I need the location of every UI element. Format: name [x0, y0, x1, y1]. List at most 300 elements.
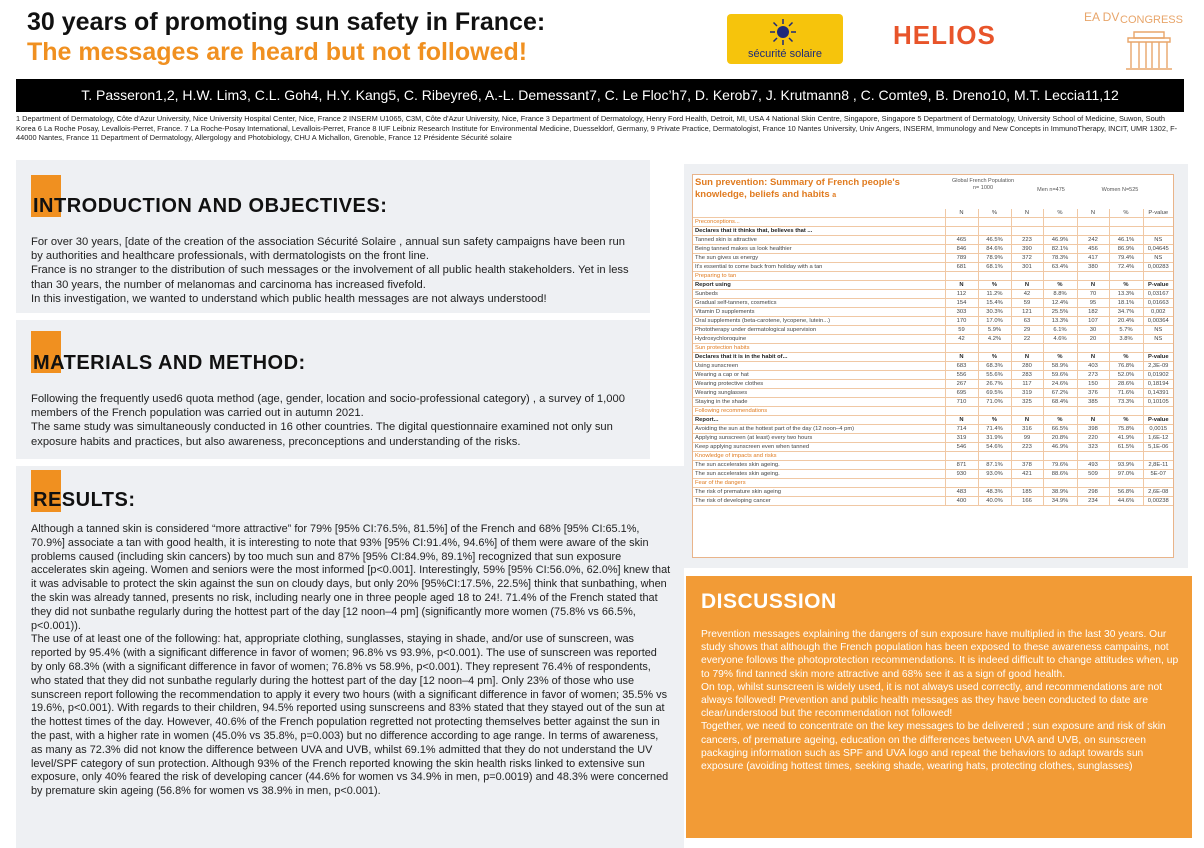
table-cell: [1109, 218, 1143, 227]
table-cell: 0,01902: [1143, 371, 1173, 380]
eadv-congress-logo: [1080, 10, 1183, 70]
table-cell: 58.9%: [1043, 362, 1077, 371]
table-cell: 546: [945, 443, 978, 452]
table-cell: 68.4%: [1043, 398, 1077, 407]
table-cell: 930: [945, 470, 978, 479]
methods-paragraph: Following the frequently used6 quota method (age, gender, location and socio-professional category) , a survey of 1,000 members of the French population was carried out in autumn 2021.: [31, 393, 625, 420]
table-cell: 46.5%: [978, 236, 1011, 245]
table-cell: [1011, 479, 1043, 488]
table-cell: [1143, 218, 1173, 227]
table-cell: 24.6%: [1043, 380, 1077, 389]
table-cell: 46.9%: [1043, 236, 1077, 245]
table-cell: [945, 227, 978, 236]
table-group-header: Men n=475: [1037, 187, 1065, 193]
table-cell: 2,3E-09: [1143, 362, 1173, 371]
table-cell: 4.6%: [1043, 335, 1077, 344]
table-cell: 6.1%: [1043, 326, 1077, 335]
table-cell: 182: [1077, 308, 1109, 317]
table-cell: 417: [1077, 254, 1109, 263]
table-cell: 84.6%: [978, 245, 1011, 254]
table-row: [693, 317, 1173, 326]
table-cell: 93.0%: [978, 470, 1011, 479]
table-cell: [978, 218, 1011, 227]
table-cell: 87.1%: [978, 461, 1011, 470]
table-cell: 2,8E-11: [1143, 461, 1173, 470]
table-cell: 66.5%: [1043, 425, 1077, 434]
table-cell: 166: [1011, 497, 1043, 506]
table-row-label: Sun protection habits: [693, 344, 945, 353]
table-row: [693, 362, 1173, 371]
table-row-label: Declares that it thinks that, believes that ...: [693, 227, 945, 236]
results-heading: RESULTS:: [33, 489, 136, 511]
table-row-label: Following recommendations: [693, 407, 945, 416]
table-cell: [945, 218, 978, 227]
table-cell: 316: [1011, 425, 1043, 434]
table-cell: 871: [945, 461, 978, 470]
table-cell: 55.6%: [978, 371, 1011, 380]
table-cell: 97.0%: [1109, 470, 1143, 479]
table-cell: NS: [1143, 236, 1173, 245]
table-header-row: [693, 209, 1173, 218]
table-cell: 121: [1011, 308, 1043, 317]
table-section-row: [693, 344, 1173, 353]
table-cell: 22: [1011, 335, 1043, 344]
table-row: [693, 254, 1173, 263]
table-cell: 5E-07: [1143, 470, 1173, 479]
table-cell: 372: [1011, 254, 1043, 263]
table-row: [693, 308, 1173, 317]
table-cell: 88.6%: [1043, 470, 1077, 479]
table-cell: N: [945, 281, 978, 290]
table-cell: 59.6%: [1043, 371, 1077, 380]
table-cell: 273: [1077, 371, 1109, 380]
table-cell: N: [1077, 416, 1109, 425]
table-cell: 223: [1011, 236, 1043, 245]
table-cell: 267: [945, 380, 978, 389]
table-cell: 319: [1011, 389, 1043, 398]
table-cell: 0,01663: [1143, 299, 1173, 308]
table-cell: 298: [1077, 488, 1109, 497]
table-cell: [1109, 452, 1143, 461]
table-row-label: Report using: [693, 281, 945, 290]
table-row: [693, 335, 1173, 344]
table-cell: [978, 272, 1011, 281]
table-cell: [978, 452, 1011, 461]
table-cell: 13.3%: [1043, 317, 1077, 326]
table-cell: 695: [945, 389, 978, 398]
table-cell: 42: [945, 335, 978, 344]
securite-solaire-label: sécurité solaire: [748, 48, 822, 60]
table-row: [693, 443, 1173, 452]
table-cell: 0,03167: [1143, 290, 1173, 299]
table-cell: 68.1%: [978, 263, 1011, 272]
table-cell: 18.1%: [1109, 299, 1143, 308]
table-cell: [1011, 344, 1043, 353]
table-cell: 52.0%: [1109, 371, 1143, 380]
table-cell: [1043, 452, 1077, 461]
table-cell: 71.6%: [1109, 389, 1143, 398]
table-cell: [1143, 227, 1173, 236]
table-cell: 75.8%: [1109, 425, 1143, 434]
table-col-header: N: [1011, 209, 1043, 218]
table-cell: 714: [945, 425, 978, 434]
table-row: [693, 263, 1173, 272]
table-col-header: %: [978, 209, 1011, 218]
table-cell: [1011, 452, 1043, 461]
table-section-row: [693, 218, 1173, 227]
intro-paragraph: France is no stranger to the distribution of such messages or the involvement of all public health stakeholders. Yet in less than 30 years, the number of melanomas and carcinoma has increased fivefold.: [31, 264, 629, 291]
discussion-paragraph: Prevention messages explaining the dangers of sun exposure have multiplied in the last 30 years. Our study shows that although the French population has been exposed to these awareness campains, not everyone follows the photoprotection recommendations. It is indeed difficult to change attitudes when, up to 79% find tanned skin more attractive and 68% see it as a sign of good health.: [701, 629, 1179, 680]
table-row: [693, 245, 1173, 254]
discussion-paragraph: Together, we need to concentrate on the key messages to be delivered ; sun exposure and risk of skin cancers, of premature ageing, education on the differences between UVA and UVB, on sunscreen packaging information such as SPF and UVA logo and repeat the behaviors to adapt towards sun exposure (avoiding hottest times, seeking shade, wearing hats, protecting clothes, sunglasses): [701, 721, 1166, 773]
table-row-label: Preconceptions...: [693, 218, 945, 227]
table-cell: 61.5%: [1109, 443, 1143, 452]
poster-title: 30 years of promoting sun safety in France:: [27, 8, 546, 36]
table-row: [693, 398, 1173, 407]
table-cell: 95: [1077, 299, 1109, 308]
table-cell: N: [1011, 353, 1043, 362]
table-row: [693, 416, 1173, 425]
table-row-label: Keep applying sunscreen even when tanned: [693, 443, 945, 452]
discussion-text: [701, 628, 1181, 773]
table-cell: 789: [945, 254, 978, 263]
eadv-letters: EA DV: [1084, 10, 1120, 24]
table-cell: NS: [1143, 254, 1173, 263]
table-header-blank: [693, 209, 945, 218]
table-cell: [1143, 452, 1173, 461]
table-cell: 150: [1077, 380, 1109, 389]
table-cell: [945, 272, 978, 281]
discussion-heading: DISCUSSION: [701, 590, 837, 613]
table-cell: 31.9%: [978, 434, 1011, 443]
table-cell: %: [1109, 353, 1143, 362]
table-col-header: P-value: [1143, 209, 1173, 218]
eadv-congress-label: CONGRESS: [1120, 14, 1183, 26]
table-cell: 86.9%: [1109, 245, 1143, 254]
table-cell: 63.4%: [1043, 263, 1077, 272]
table-cell: 79.4%: [1109, 254, 1143, 263]
table-cell: P-value: [1143, 416, 1173, 425]
table-cell: [1077, 272, 1109, 281]
table-cell: [1011, 407, 1043, 416]
table-row-label: Declares that it is in the habit of...: [693, 353, 945, 362]
table-cell: %: [1043, 416, 1077, 425]
table-cell: 70: [1077, 290, 1109, 299]
table-row: [693, 461, 1173, 470]
table-cell: %: [1109, 416, 1143, 425]
table-cell: [1043, 479, 1077, 488]
poster-subtitle: The messages are heard but not followed!: [27, 38, 528, 66]
table-cell: 12.4%: [1043, 299, 1077, 308]
table-cell: 71.0%: [978, 398, 1011, 407]
table-cell: 303: [945, 308, 978, 317]
table-cell: 0,00283: [1143, 263, 1173, 272]
table-row: [693, 371, 1173, 380]
table-cell: 421: [1011, 470, 1043, 479]
table-cell: 5,1E-06: [1143, 443, 1173, 452]
table-row-label: Vitamin D supplements: [693, 308, 945, 317]
methods-heading: MATERIALS AND METHOD:: [33, 352, 306, 374]
table-cell: [1043, 344, 1077, 353]
results-paragraph: Although a tanned skin is considered “more attractive” for 79% [95% CI:76.5%, 81.5%] of the French and 68% [95% CI:65.1%, 70.9%] associate a tan with good health, it is interesting to note that 93% [95% CI:91.4%, 94.6%] of them were aware of the skin problems caused (including skin cancers) by too much sun and 87% [95% CI:84.9%, 89.1%] recognized that sun exposure accelerates skin ageing. Women and seniors were the most informed [p<0.001]. Interestingly, 59% [95% CI:56.0%, 62.0%] knew that it was advisable to protect the skin against the sun on cloudy days, but only 20% [95%CI:17.5%, 22.5%] think that sunbathing, when the skin was already tanned, presents no risk, including nearly one in three people aged 18 to 24!. 71.4% of the French stated that they did not sunbathe regularly during the hottest part of the day [12 noon–4 pm] (significantly more women (75.8% vs 66.5%, p<0.001)).: [31, 523, 671, 632]
table-col-header: N: [945, 209, 978, 218]
table-cell: 30: [1077, 326, 1109, 335]
table-cell: N: [1077, 281, 1109, 290]
table-cell: 59: [945, 326, 978, 335]
table-cell: [1109, 344, 1143, 353]
intro-paragraph: For over 30 years, [date of the creation of the association Sécurité Solaire , annual sun safety campaigns have been run by authorities and healthcare professionals, with dermatologists on the front line.: [31, 236, 625, 263]
table-cell: N: [1011, 416, 1043, 425]
table-cell: 325: [1011, 398, 1043, 407]
table-row-label: Oral supplements (beta-carotene, lycopene, lutein...): [693, 317, 945, 326]
table-row: [693, 281, 1173, 290]
table-cell: 107: [1077, 317, 1109, 326]
table-cell: 280: [1011, 362, 1043, 371]
table-cell: 319: [945, 434, 978, 443]
table-cell: 59: [1011, 299, 1043, 308]
table-cell: [1143, 344, 1173, 353]
table-row-label: Gradual self-tanners, cosmetics: [693, 299, 945, 308]
table-cell: %: [978, 281, 1011, 290]
table-cell: N: [945, 416, 978, 425]
table-cell: 378: [1011, 461, 1043, 470]
table-row-label: Knowledge of impacts and risks: [693, 452, 945, 461]
table-cell: 79.6%: [1043, 461, 1077, 470]
table-row-label: Fear of the dangers: [693, 479, 945, 488]
table-cell: [978, 344, 1011, 353]
table-cell: 465: [945, 236, 978, 245]
table-cell: P-value: [1143, 353, 1173, 362]
table-row: [693, 425, 1173, 434]
table-title-text: Sun prevention: Summary of French people's knowledge, beliefs and habits: [695, 177, 900, 200]
table-title-mark: a: [832, 192, 837, 199]
methods-text: [31, 392, 637, 449]
table-col-header: N: [1077, 209, 1109, 218]
table-cell: P-value: [1143, 281, 1173, 290]
table-cell: 13.3%: [1109, 290, 1143, 299]
table-row: [693, 470, 1173, 479]
table-row-label: The sun accelerates skin ageing.: [693, 461, 945, 470]
table-row: [693, 353, 1173, 362]
table-row-label: Report...: [693, 416, 945, 425]
table-col-header: %: [1043, 209, 1077, 218]
table-cell: 38.9%: [1043, 488, 1077, 497]
table-cell: 385: [1077, 398, 1109, 407]
table-cell: NS: [1143, 326, 1173, 335]
table-cell: [1143, 479, 1173, 488]
discussion-panel: [686, 576, 1192, 838]
table-cell: 69.5%: [978, 389, 1011, 398]
table-cell: 48.3%: [978, 488, 1011, 497]
table-cell: [1043, 272, 1077, 281]
table-row-label: Wearing protective clothes: [693, 380, 945, 389]
table-cell: 0,04645: [1143, 245, 1173, 254]
table-cell: N: [1077, 353, 1109, 362]
table-cell: [945, 407, 978, 416]
table-cell: [978, 227, 1011, 236]
table-cell: 46.9%: [1043, 443, 1077, 452]
table-cell: 20: [1077, 335, 1109, 344]
table-row: [693, 326, 1173, 335]
table-cell: [1077, 407, 1109, 416]
table-cell: 42: [1011, 290, 1043, 299]
table-row-label: The sun accelerates skin ageing.: [693, 470, 945, 479]
table-row: [693, 434, 1173, 443]
table-row-label: Preparing to tan: [693, 272, 945, 281]
table-cell: 0,0015: [1143, 425, 1173, 434]
table-cell: 0,10105: [1143, 398, 1173, 407]
table-row: [693, 488, 1173, 497]
methods-paragraph: The same study was simultaneously conducted in 16 other countries. The digital questionnaire examined not only sun exposure habits and practices, but also awareness, preconceptions and understanding of the risks.: [31, 421, 613, 448]
table-cell: [1077, 344, 1109, 353]
table-cell: NS: [1143, 335, 1173, 344]
table-cell: %: [1043, 353, 1077, 362]
table-cell: 112: [945, 290, 978, 299]
table-cell: 29: [1011, 326, 1043, 335]
table-cell: 76.8%: [1109, 362, 1143, 371]
table-row: [693, 227, 1173, 236]
table-cell: [945, 479, 978, 488]
table-cell: 117: [1011, 380, 1043, 389]
table-cell: 2,6E-08: [1143, 488, 1173, 497]
table-row-label: The risk of premature skin ageing: [693, 488, 945, 497]
table-row-label: Using sunscreen: [693, 362, 945, 371]
brandenburg-gate-icon: [1124, 28, 1174, 72]
table-row-label: Applying sunscreen (at least) every two hours: [693, 434, 945, 443]
table-cell: 20.8%: [1043, 434, 1077, 443]
table-cell: 99: [1011, 434, 1043, 443]
table-row-label: Avoiding the sun at the hottest part of the day (12 noon–4 pm): [693, 425, 945, 434]
intro-paragraph: In this investigation, we wanted to understand which public health messages are not always understood!: [31, 292, 547, 305]
table-cell: 63: [1011, 317, 1043, 326]
table-col-header: %: [1109, 209, 1143, 218]
author-list: T. Passeron1,2, H.W. Lim3, C.L. Goh4, H.Y. Kang5, C. Ribeyre6, A.-L. Demessant7, C. Le Floc’h7, D. Kerob7, J. Krutmann8 , C. Comte9, B. Dreno10, M.T. Leccia11,12: [16, 79, 1184, 112]
table-cell: 1,6E-12: [1143, 434, 1173, 443]
table-cell: 0,00238: [1143, 497, 1173, 506]
table-row-label: Sunbeds: [693, 290, 945, 299]
table-cell: [1011, 272, 1043, 281]
table-row-label: Being tanned makes us look healthier: [693, 245, 945, 254]
table-cell: 323: [1077, 443, 1109, 452]
table-cell: 483: [945, 488, 978, 497]
table-cell: 710: [945, 398, 978, 407]
table-cell: 456: [1077, 245, 1109, 254]
discussion-paragraph: On top, whilst sunscreen is widely used, it is not always used correctly, and recommendations are not always followed! Prevention and public health messages as they have been conducted to date are clear/understood but the recommendation not followed!: [701, 681, 1163, 720]
table-title: [695, 177, 947, 202]
table-row-label: It's essential to come back from holiday with a tan: [693, 263, 945, 272]
table-cell: [1109, 272, 1143, 281]
table-cell: [1011, 218, 1043, 227]
table-cell: 41.9%: [1109, 434, 1143, 443]
table-cell: 78.3%: [1043, 254, 1077, 263]
table-row: [693, 299, 1173, 308]
table-cell: 40.0%: [978, 497, 1011, 506]
table-cell: [978, 407, 1011, 416]
table-cell: 223: [1011, 443, 1043, 452]
results-paragraph: The use of at least one of the following: hat, appropriate clothing, sunglasses, staying in shade, and/or use of sunscreen, was reported by 95.4% (with a significant difference in favor of women; 96.8% vs 93.9%, p<0.001). The use of sunscreen was reported by only 68.3% (with a significant difference in favor of women; 76.8% vs 58.9%, p<0.001). They represent 76.4% of respondents, who stated that they did not sunbathe regularly during the hottest part of the day [12 noon–4 pm]. Only 23% of those who use sunscreen report following the recommendation to apply it every two hours (with a significant difference in favor of women; 35.5% vs 19.6%, p<0.001). With regards to their children, 94.5% reported using sunscreens and 83% stated that they stayed out of the sun at the hottest times of the day. However, 40.6% of the French population regretted not protecting themselves better against the sun in the past, with a higher rate in women (45.0% vs 35.8%, p=0.003) but no difference according to age range. In terms of awareness, as many as 72.3% did not know the difference between UVA and UVB, whilst 69.1% admitted that they do not understand the UV level/SPF category of sun protection. Although 93% of the French reported knowing the skin health risks linked to extensive sun exposure, only 40% feared the risk of developing cancer (44.6% for women vs 34.9% in men, p=0.0019) and 48.3% were concerned by premature skin ageing (56.8% for women vs 38.9% in men, p<0.001).: [31, 633, 669, 798]
table-section-row: [693, 407, 1173, 416]
table-row-label: Hydroxychloroquine: [693, 335, 945, 344]
table-cell: 846: [945, 245, 978, 254]
table-cell: 0,14391: [1143, 389, 1173, 398]
table-cell: 556: [945, 371, 978, 380]
table-cell: [1077, 227, 1109, 236]
intro-heading: INTRODUCTION AND OBJECTIVES:: [33, 195, 388, 217]
table-section-row: [693, 479, 1173, 488]
table-cell: 283: [1011, 371, 1043, 380]
table-cell: 28.6%: [1109, 380, 1143, 389]
table-cell: 25.5%: [1043, 308, 1077, 317]
table-cell: %: [978, 416, 1011, 425]
table-cell: 4.2%: [978, 335, 1011, 344]
results-text: [31, 523, 671, 799]
table-cell: N: [945, 353, 978, 362]
table-cell: 403: [1077, 362, 1109, 371]
table-cell: 5.9%: [978, 326, 1011, 335]
table-cell: [1077, 452, 1109, 461]
table-cell: 493: [1077, 461, 1109, 470]
table-cell: [945, 452, 978, 461]
table-cell: 17.0%: [978, 317, 1011, 326]
table-cell: %: [978, 353, 1011, 362]
securite-solaire-logo: [727, 14, 843, 64]
table-cell: 68.3%: [978, 362, 1011, 371]
table-cell: N: [1011, 281, 1043, 290]
table-cell: [1011, 227, 1043, 236]
table-cell: [1143, 407, 1173, 416]
table-cell: [945, 344, 978, 353]
table-cell: 398: [1077, 425, 1109, 434]
table-cell: 234: [1077, 497, 1109, 506]
table-cell: 8.8%: [1043, 290, 1077, 299]
table-row: [693, 497, 1173, 506]
table-cell: [978, 479, 1011, 488]
table-cell: 54.6%: [978, 443, 1011, 452]
table-cell: 154: [945, 299, 978, 308]
table-group-header: Women N=525: [1101, 187, 1139, 193]
table-section-row: [693, 452, 1173, 461]
table-cell: [1043, 407, 1077, 416]
table-cell: [1043, 227, 1077, 236]
table-cell: 15.4%: [978, 299, 1011, 308]
table-cell: 78.9%: [978, 254, 1011, 263]
table-cell: 390: [1011, 245, 1043, 254]
table-cell: 46.1%: [1109, 236, 1143, 245]
results-table: [693, 209, 1173, 506]
table-row-label: Tanned skin is attractive: [693, 236, 945, 245]
helios-logo: [893, 20, 996, 51]
table-cell: 93.9%: [1109, 461, 1143, 470]
table-cell: 3.8%: [1109, 335, 1143, 344]
table-cell: 11.2%: [978, 290, 1011, 299]
table-cell: [1109, 479, 1143, 488]
table-row: [693, 389, 1173, 398]
table-row-label: Wearing sunglasses: [693, 389, 945, 398]
table-cell: [1143, 272, 1173, 281]
table-cell: [1109, 407, 1143, 416]
table-cell: 5.7%: [1109, 326, 1143, 335]
table-row: [693, 380, 1173, 389]
table-group-header: Global French Population n= 1000: [951, 178, 1015, 191]
table-cell: %: [1109, 281, 1143, 290]
table-cell: 0,18194: [1143, 380, 1173, 389]
results-table-card: [692, 174, 1174, 558]
table-cell: 72.4%: [1109, 263, 1143, 272]
table-cell: %: [1043, 281, 1077, 290]
table-row: [693, 236, 1173, 245]
intro-text: [31, 235, 637, 306]
table-cell: 67.2%: [1043, 389, 1077, 398]
